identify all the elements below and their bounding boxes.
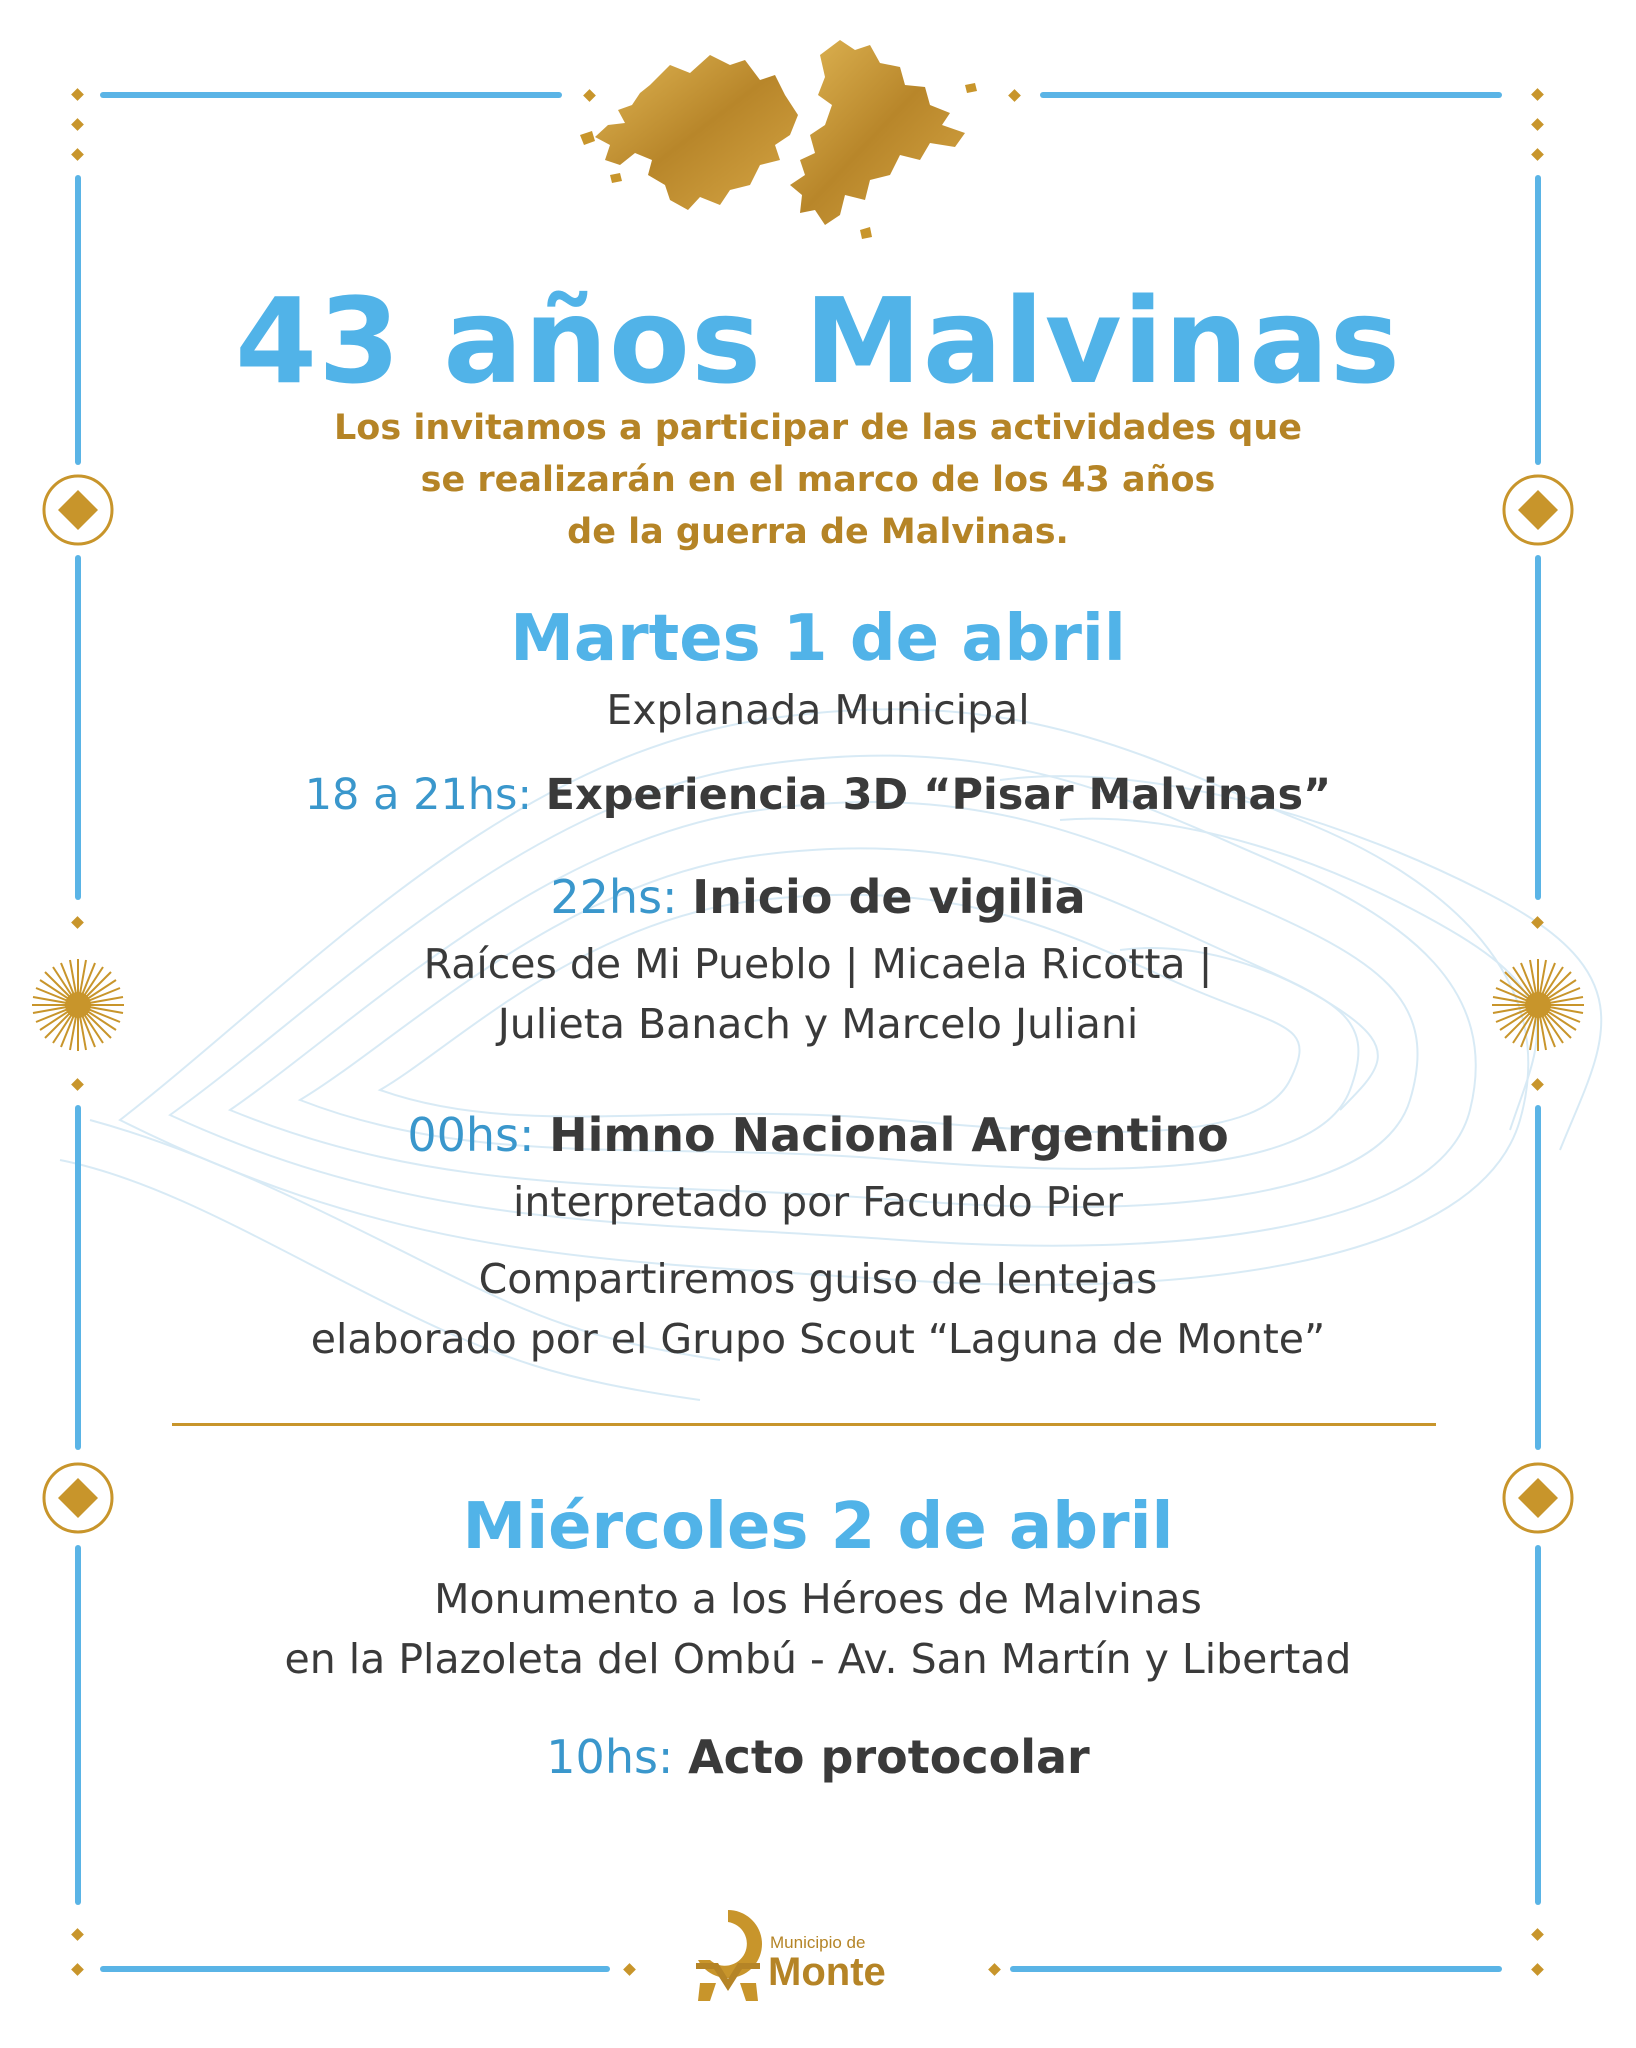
day1-event2-name: Inicio de vigilia — [692, 870, 1086, 924]
day1-event2-time: 22hs: — [550, 870, 678, 924]
day2-heading: Miércoles 2 de abril — [462, 1490, 1174, 1564]
day1-event1-time: 18 a 21hs: — [304, 770, 532, 820]
section-divider — [172, 1423, 1436, 1426]
day1-event1-name: Experiencia 3D “Pisar Malvinas” — [545, 770, 1332, 820]
day1-location: Explanada Municipal — [606, 686, 1030, 734]
intro-line-1: Los invitamos a participar de las actividades que — [333, 408, 1302, 448]
logo-monte-label: Monte — [768, 1950, 886, 1994]
logo-municipio-label: Municipio de — [770, 1933, 866, 1952]
day2-location-line-1: Monumento a los Héroes de Malvinas — [434, 1575, 1202, 1623]
day2-event1-name: Acto protocolar — [688, 1730, 1090, 1784]
day2-location-line-2: en la Plazoleta del Ombú - Av. San Martín y Libertad — [284, 1635, 1352, 1683]
frame-top-right-line — [1040, 92, 1502, 98]
day1-heading: Martes 1 de abril — [510, 602, 1126, 676]
day1-event1 — [0, 770, 1636, 820]
day1-event3-detail: interpretado por Facundo Pier — [513, 1178, 1123, 1226]
day1-event3 — [0, 1108, 1636, 1162]
malvinas-islands-icon — [570, 25, 990, 250]
intro-line-2: se realizarán en el marco de los 43 años — [420, 460, 1216, 500]
day2-event1-time: 10hs: — [546, 1730, 674, 1784]
day1-event2-performers-line-2: Julieta Banach y Marcelo Juliani — [497, 1000, 1139, 1048]
day1-event2 — [0, 870, 1636, 924]
day1-event3-time: 00hs: — [407, 1108, 535, 1162]
municipio-logo-icon — [688, 1905, 768, 2005]
frame-bottom-left-line — [100, 1966, 610, 1972]
frame-top-left-line — [100, 92, 562, 98]
day2-event1 — [0, 1730, 1636, 1784]
intro-line-3: de la guerra de Malvinas. — [567, 512, 1069, 552]
day1-event3-name: Himno Nacional Argentino — [549, 1108, 1229, 1162]
day1-event2-performers-line-1: Raíces de Mi Pueblo | Micaela Ricotta | — [423, 940, 1213, 988]
day1-note-line-1: Compartiremos guiso de lentejas — [478, 1255, 1158, 1303]
main-title: 43 años Malvinas — [234, 272, 1402, 410]
frame-bottom-right-line — [1010, 1966, 1502, 1972]
day1-note-line-2: elaborado por el Grupo Scout “Laguna de Monte” — [310, 1315, 1326, 1363]
